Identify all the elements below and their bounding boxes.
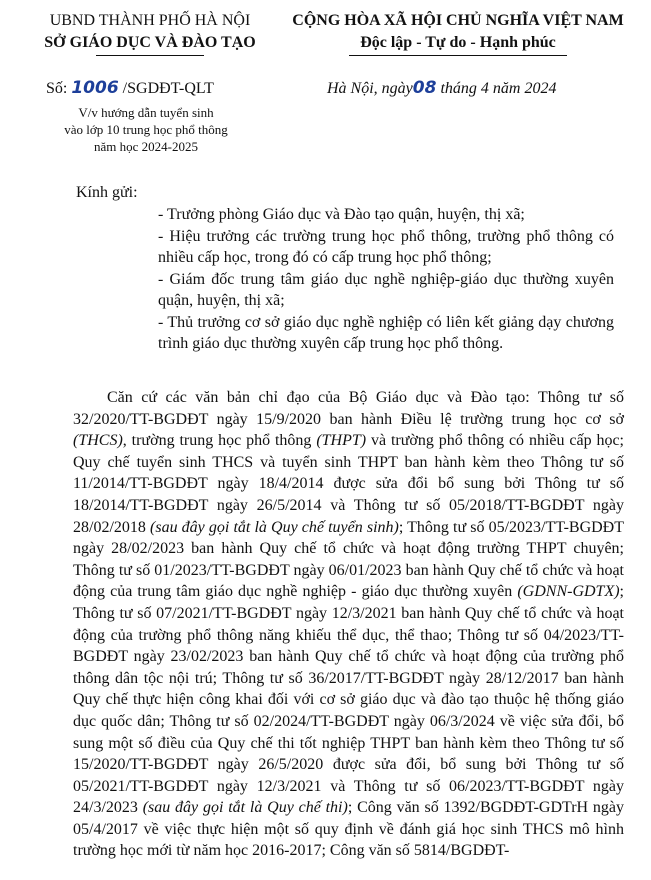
document-subject xyxy=(46,104,246,155)
body-abbreviation: (sau đây gọi tắt là Quy chế thi) xyxy=(142,799,348,817)
body-text: và trường phổ thông có nhiều cấp học; Quy chế tuyển sinh THCS và tuyển sinh THPT ban hành kèm theo Thông tư số 11/2014/TT-BGDĐT ngày 18/4/2014 được sửa đổi bổ sung bởi Thông tư số 18/2014/TT-BGDĐT ngày 26/5/2014 và Thông tư số 05/2018/TT-BGDĐT ngày 28/02/2018 xyxy=(73,432,624,536)
salutation: Kính gửi: xyxy=(76,184,138,201)
issuing-agency-block xyxy=(20,10,280,56)
body-text: Căn cứ các văn bản chỉ đạo của Bộ Giáo dục và Đào tạo: Thông tư số 32/2020/TT-BGDĐT ngày 15/9/2020 ban hành Điều lệ trường trung học cơ sở xyxy=(73,389,624,428)
document-number-suffix: /SGDĐT-QLT xyxy=(118,80,214,97)
subject-line: vào lớp 10 trung học phổ thông xyxy=(64,122,228,137)
issue-date-suffix: tháng 4 năm 2024 xyxy=(436,80,557,97)
body-text: , trường trung học phổ thông xyxy=(122,432,317,450)
parent-agency: UBND THÀNH PHỐ HÀ NỘI xyxy=(49,12,251,29)
agency-name: SỞ GIÁO DỤC VÀ ĐÀO TẠO xyxy=(44,34,256,51)
document-number-handwritten: 1006 xyxy=(71,78,119,98)
body-abbreviation: (sau đây gọi tắt là Quy chế tuyển sinh) xyxy=(150,518,399,536)
document-number xyxy=(46,78,214,98)
body-abbreviation: (THCS) xyxy=(73,432,123,450)
agency-underline xyxy=(96,55,204,56)
body-abbreviation: (THPT) xyxy=(316,432,367,450)
subject-line: V/v hướng dẫn tuyển sinh xyxy=(78,105,214,120)
recipient-item: - Trưởng phòng Giáo dục và Đào tạo quận, huyện, thị xã; xyxy=(158,206,525,223)
national-title-block xyxy=(268,10,648,56)
recipient-list xyxy=(158,204,614,355)
subject-line: năm học 2024-2025 xyxy=(94,139,198,154)
national-title: CỘNG HÒA XÃ HỘI CHỦ NGHĨA VIỆT NAM xyxy=(292,12,624,29)
issue-date-prefix: Hà Nội, ngày xyxy=(327,80,413,97)
body-text: ; Thông tư số 07/2021/TT-BGDĐT ngày 12/3/2021 ban hành Quy chế tổ chức và hoạt động của trường phổ thông năng khiếu thể dục, thể thao; Thông tư số 04/2023/TT-BGDĐT ngày 23/02/2023 ban hành Quy chế tổ chức và hoạt động của trường phổ thông dân tộc nội trú; Thông tư số 36/2017/TT-BGDĐT ngày 28/12/2017 ban hành Quy chế thực hiện công khai đối với cơ sở giáo dục và đào tạo thuộc hệ thống giáo dục quốc dân; Thông tư số 02/2024/TT-BGDĐT ngày 06/3/2024 về việc sửa đổi, bổ sung một số điều của Quy chế thi tốt nghiệp THPT ban hành kèm theo Thông tư số 15/2020/TT-BGDĐT ngày 26/5/2020 được sửa đổi, bổ sung bởi Thông tư số 05/2021/TT-BGDĐT ngày 12/3/2021 và Thông tư số 06/2023/TT-BGDĐT ngày 24/3/2023 xyxy=(73,583,624,817)
motto-underline xyxy=(349,55,567,56)
recipient-item: - Thủ trưởng cơ sở giáo dục nghề nghiệp có liên kết giảng dạy chương trình giáo dục thường xuyên cấp trung học phổ thông. xyxy=(158,313,614,352)
body-text: ; Thông tư số 05/2023/TT-BGDĐT ngày 28/02/2023 ban hành Quy chế tổ chức và hoạt động trường THPT chuyên; Thông tư số 01/2023/TT-BGDĐT ngày 06/01/2023 ban hành Quy chế tổ chức và hoạt động của trung tâm giáo dục nghề nghiệp - giáo dục thường xuyên xyxy=(73,518,625,601)
national-motto: Độc lập - Tự do - Hạnh phúc xyxy=(360,34,556,51)
recipient-item: - Hiệu trưởng các trường trung học phổ thông, trường phổ thông có nhiều cấp học, trong đó có cấp trung học phổ thông; xyxy=(158,227,614,266)
recipient-item: - Giám đốc trung tâm giáo dục nghề nghiệp-giáo dục thường xuyên quận, huyện, thị xã; xyxy=(158,270,614,309)
body-text: ; Công văn số 1392/BGDĐT-GDTrH ngày 05/4/2017 về việc thực hiện một số quy định về đánh giá học sinh THCS mô hình trường học mới từ năm học 2016-2017; Công văn số 5814/BGDĐT- xyxy=(73,799,625,860)
document-number-prefix: Số: xyxy=(46,80,72,97)
body-abbreviation: (GDNN-GDTX) xyxy=(517,583,620,601)
body-paragraph xyxy=(73,387,624,862)
issue-date xyxy=(327,78,556,98)
issue-date-day-handwritten: 08 xyxy=(412,78,437,98)
